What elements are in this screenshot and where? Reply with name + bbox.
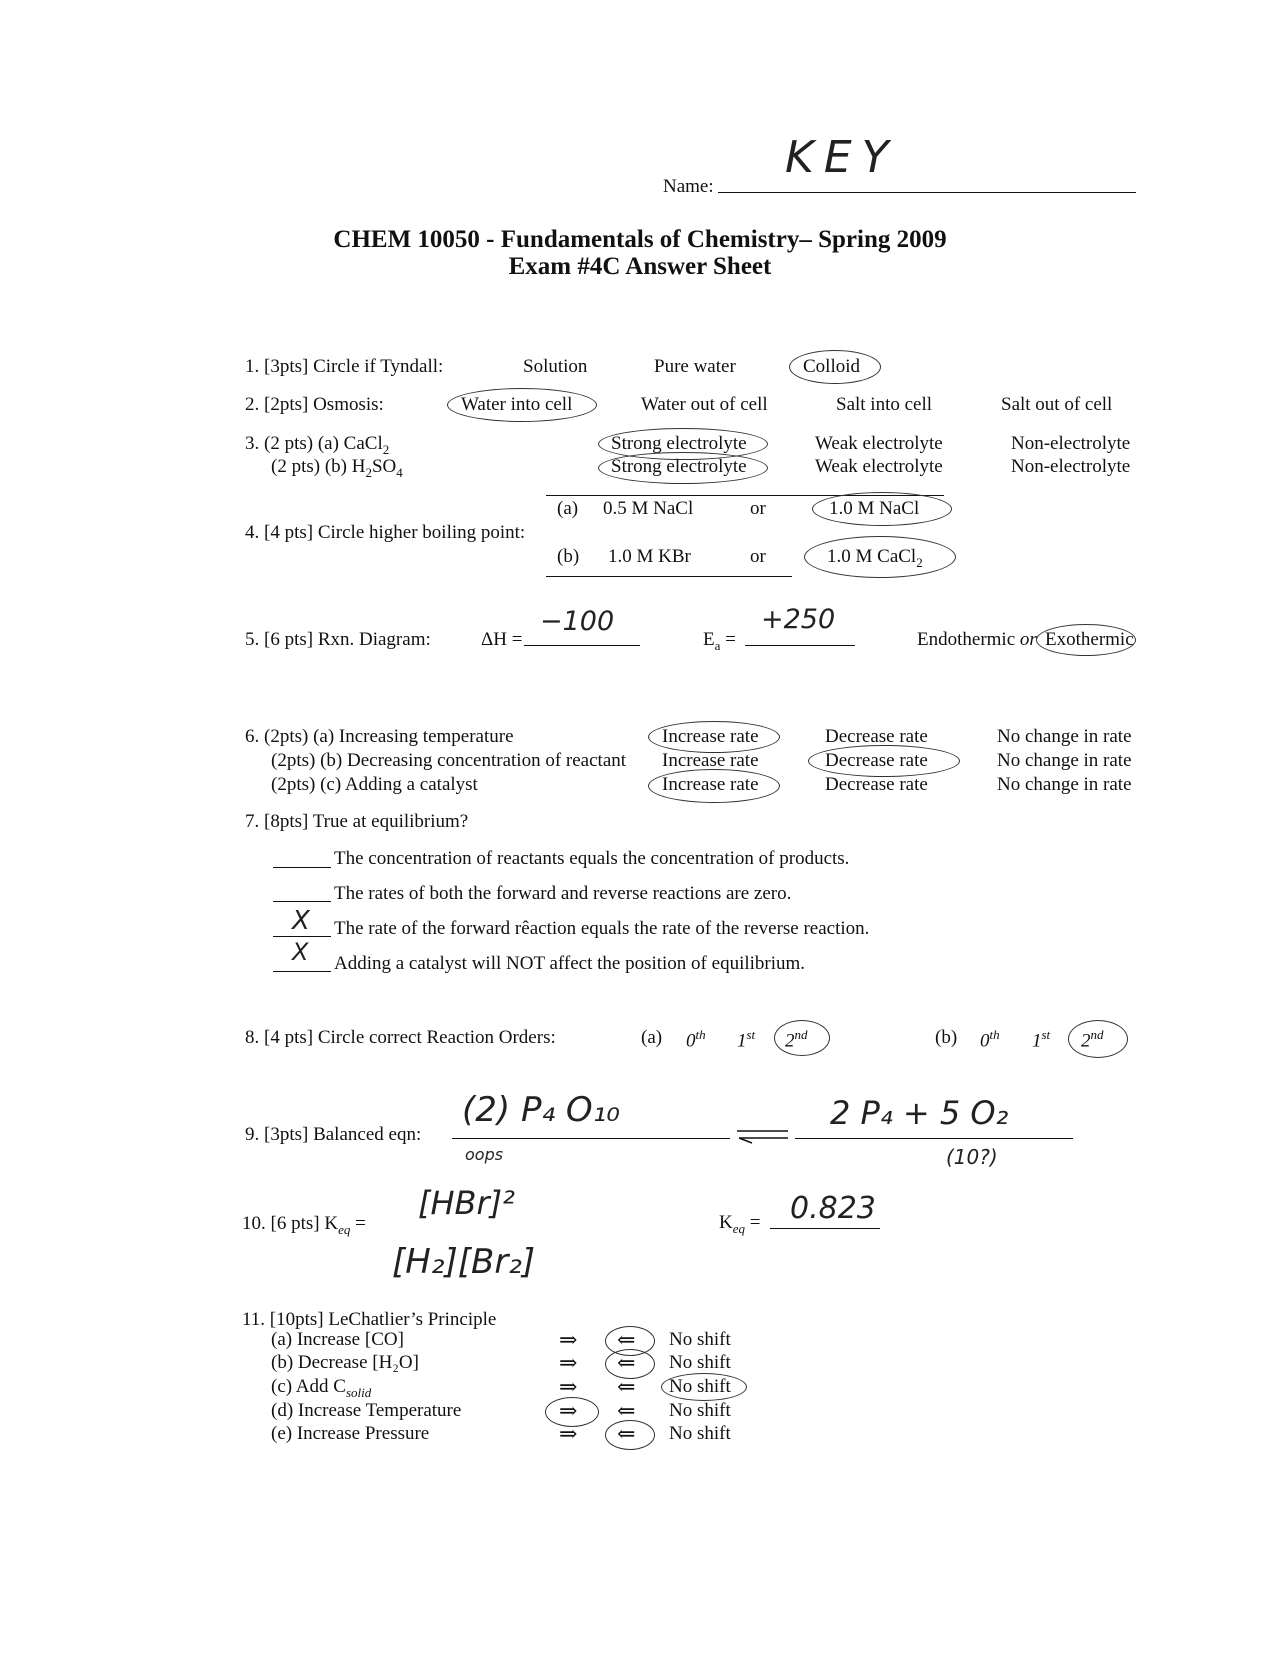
q8a-order-2: 2nd [785,1027,808,1052]
q11b-label: (b) Decrease [H₂O] [271,1352,419,1373]
q8a-order-1: 1st [737,1027,756,1052]
q2-option-water-into-cell: Water into cell [461,394,573,415]
q7-mark-3: X [292,906,310,936]
q6c-label: (2pts) (c) Adding a catalyst [271,774,478,795]
q7-item-1: The concentration of reactants equals the concentration of products. [334,848,850,869]
q11b-no-shift: No shift [669,1352,731,1373]
q1-option-colloid: Colloid [803,356,861,377]
q11e-label: (e) Increase Pressure [271,1423,430,1444]
q4-bottom-rule [546,576,792,577]
q7-blank-3 [273,936,331,937]
q7-label: 7. [8pts] True at equilibrium? [245,811,469,832]
q11d-no-shift: No shift [669,1400,731,1421]
q6a-label: 6. (2pts) (a) Increasing temperature [245,726,514,747]
q11c-left-arrow: ⇐ [617,1374,636,1399]
q6b-answer-circle [808,745,960,777]
q8b-order-0: 0th [980,1027,1000,1052]
q4-label: 4. [4 pts] Circle higher boiling point: [245,522,526,543]
q11a-no-shift: No shift [669,1329,731,1350]
q9-right-line [795,1138,1073,1139]
q1-option-solution: Solution [523,356,588,377]
q11b-left-arrow: ⇐ [617,1350,636,1375]
q5-ea-value: +250 [761,604,836,635]
exam-subtitle: Exam #4C Answer Sheet [508,253,772,280]
q11e-right-arrow: ⇒ [559,1421,578,1446]
q8a-answer-circle [774,1020,830,1056]
q6c-none: No change in rate [997,774,1132,795]
q5-dh-value: −100 [540,606,615,637]
q7-item-3: The rate of the forward rêaction equals the rate of the reverse reaction. [334,918,870,939]
name-label: Name: [663,176,714,197]
q6c-answer-circle [648,769,780,803]
q4a-left: 0.5 M NaCl [603,498,694,519]
name-line [718,192,1136,193]
q9-arrow-head [739,1138,752,1143]
q4b-answer-circle [804,536,956,578]
q7-blank-1 [273,867,331,868]
q6c-dec: Decrease rate [825,774,928,795]
q5-dh-line [524,645,640,646]
q2-label: 2. [2pts] Osmosis: [245,394,384,415]
q10-keq-label: $K_{eq}$ = [719,1212,761,1236]
q3b-answer-circle [598,452,768,484]
q3a-label: 3. (2 pts) (a) CaCl$_2$ [245,433,390,457]
q2-option-salt-out-of-cell: Salt out of cell [1001,394,1113,415]
q7-item-4: Adding a catalyst will NOT affect the position of equilibrium. [334,953,806,974]
q9-oops-note: oops [465,1145,504,1164]
q8a-tag: (a) [641,1027,663,1048]
q10-numerator: [HBr]² [418,1184,515,1222]
q11c-answer-circle [661,1373,747,1401]
q9-right-handwritten: 2 P₄ + 5 O₂ [830,1094,1009,1132]
q8b-order-1: 1st [1032,1027,1051,1052]
q11c-no-shift: No shift [669,1376,731,1397]
q8b-tag: (b) [935,1027,958,1048]
q7-blank-2 [273,901,331,902]
q11e-answer-circle [605,1420,655,1450]
q10-keq-line [770,1228,880,1229]
q3b-option-strong: Strong electrolyte [611,456,747,477]
q4a-tag: (a) [557,498,579,519]
q10-denominator: [H₂][Br₂] [392,1242,536,1282]
q5-endothermic: Endothermic or [917,629,1037,650]
q6a-none: No change in rate [997,726,1132,747]
q2-option-water-out-of-cell: Water out of cell [641,394,768,415]
q6b-inc: Increase rate [662,750,759,771]
q1-label: 1. [3pts] Circle if Tyndall: [245,356,444,377]
q5-dh-label: ΔH = [481,629,523,650]
name-handwritten: KEY [785,132,899,183]
q11e-no-shift: No shift [669,1423,731,1444]
q8b-order-2: 2nd [1081,1027,1104,1052]
q11b-right-arrow: ⇒ [559,1350,578,1375]
q7-item-2: The rates of both the forward and reverse reactions are zero. [334,883,792,904]
q8b-answer-circle [1068,1020,1128,1058]
q6a-answer-circle [648,721,780,753]
q2-answer-circle [447,388,597,422]
q11d-right-arrow: ⇒ [559,1398,578,1423]
q6b-none: No change in rate [997,750,1132,771]
q9-label: 9. [3pts] Balanced eqn: [245,1124,422,1145]
q3a-option-non: Non-electrolyte [1011,433,1131,454]
q11a-label: (a) Increase [CO] [271,1329,404,1350]
q11-label: 11. [10pts] LeChatlier’s Principle [242,1309,497,1330]
q6b-label: (2pts) (b) Decreasing concentration of reactant [271,750,627,771]
q8a-order-0: 0th [686,1027,706,1052]
q4b-left: 1.0 M KBr [608,546,691,567]
q3a-option-strong: Strong electrolyte [611,433,747,454]
q11c-right-arrow: ⇒ [559,1374,578,1399]
q3a-option-weak: Weak electrolyte [815,433,943,454]
q5-label: 5. [6 pts] Rxn. Diagram: [245,629,431,650]
q8-label: 8. [4 pts] Circle correct Reaction Orders: [245,1027,556,1048]
q3b-option-non: Non-electrolyte [1011,456,1131,477]
q3b-option-weak: Weak electrolyte [815,456,943,477]
q4a-right: 1.0 M NaCl [829,498,920,519]
exam-title: CHEM 10050 - Fundamentals of Chemistry– Spring 2009 [333,226,947,253]
q10-label: 10. [6 pts] $K_{eq}$ = [242,1213,366,1237]
q9-left-handwritten: (2) P₄ O₁₀ [462,1090,620,1130]
q6b-dec: Decrease rate [825,750,928,771]
q6c-inc: Increase rate [662,774,759,795]
q7-blank-4 [273,971,331,972]
q11d-answer-circle [545,1397,599,1427]
q1-answer-circle [789,350,881,384]
q11b-answer-circle [605,1349,655,1379]
q4b-right: 1.0 M CaCl$_2$ [827,546,923,570]
q3b-label: (2 pts) (b) $H_2SO_4$ [271,456,403,480]
q11c-label: (c) Add $C_{solid}$ [271,1376,372,1400]
q4a-or: or [750,498,766,519]
q6a-dec: Decrease rate [825,726,928,747]
q11a-right-arrow: ⇒ [559,1327,578,1352]
q9-note: (10?) [946,1145,998,1169]
q1-option-pure-water: Pure water [654,356,736,377]
q10-keq-value: 0.823 [790,1191,876,1226]
q9-left-line [452,1138,730,1139]
q5-ea-label: $E_a$ = [703,629,736,653]
q11d-left-arrow: ⇐ [617,1398,636,1423]
q11a-left-arrow: ⇐ [617,1327,636,1352]
q4b-tag: (b) [557,546,580,567]
q5-answer-circle [1036,624,1136,656]
q4b-or: or [750,546,766,567]
q4a-answer-circle [812,492,952,526]
q11d-label: (d) Increase Temperature [271,1400,462,1421]
q7-mark-4: X [292,938,309,966]
q2-option-salt-into-cell: Salt into cell [836,394,933,415]
q11e-left-arrow: ⇐ [617,1421,636,1446]
q5-ea-line [745,645,855,646]
q6a-inc: Increase rate [662,726,759,747]
q5-exothermic: Exothermic [1045,629,1134,650]
